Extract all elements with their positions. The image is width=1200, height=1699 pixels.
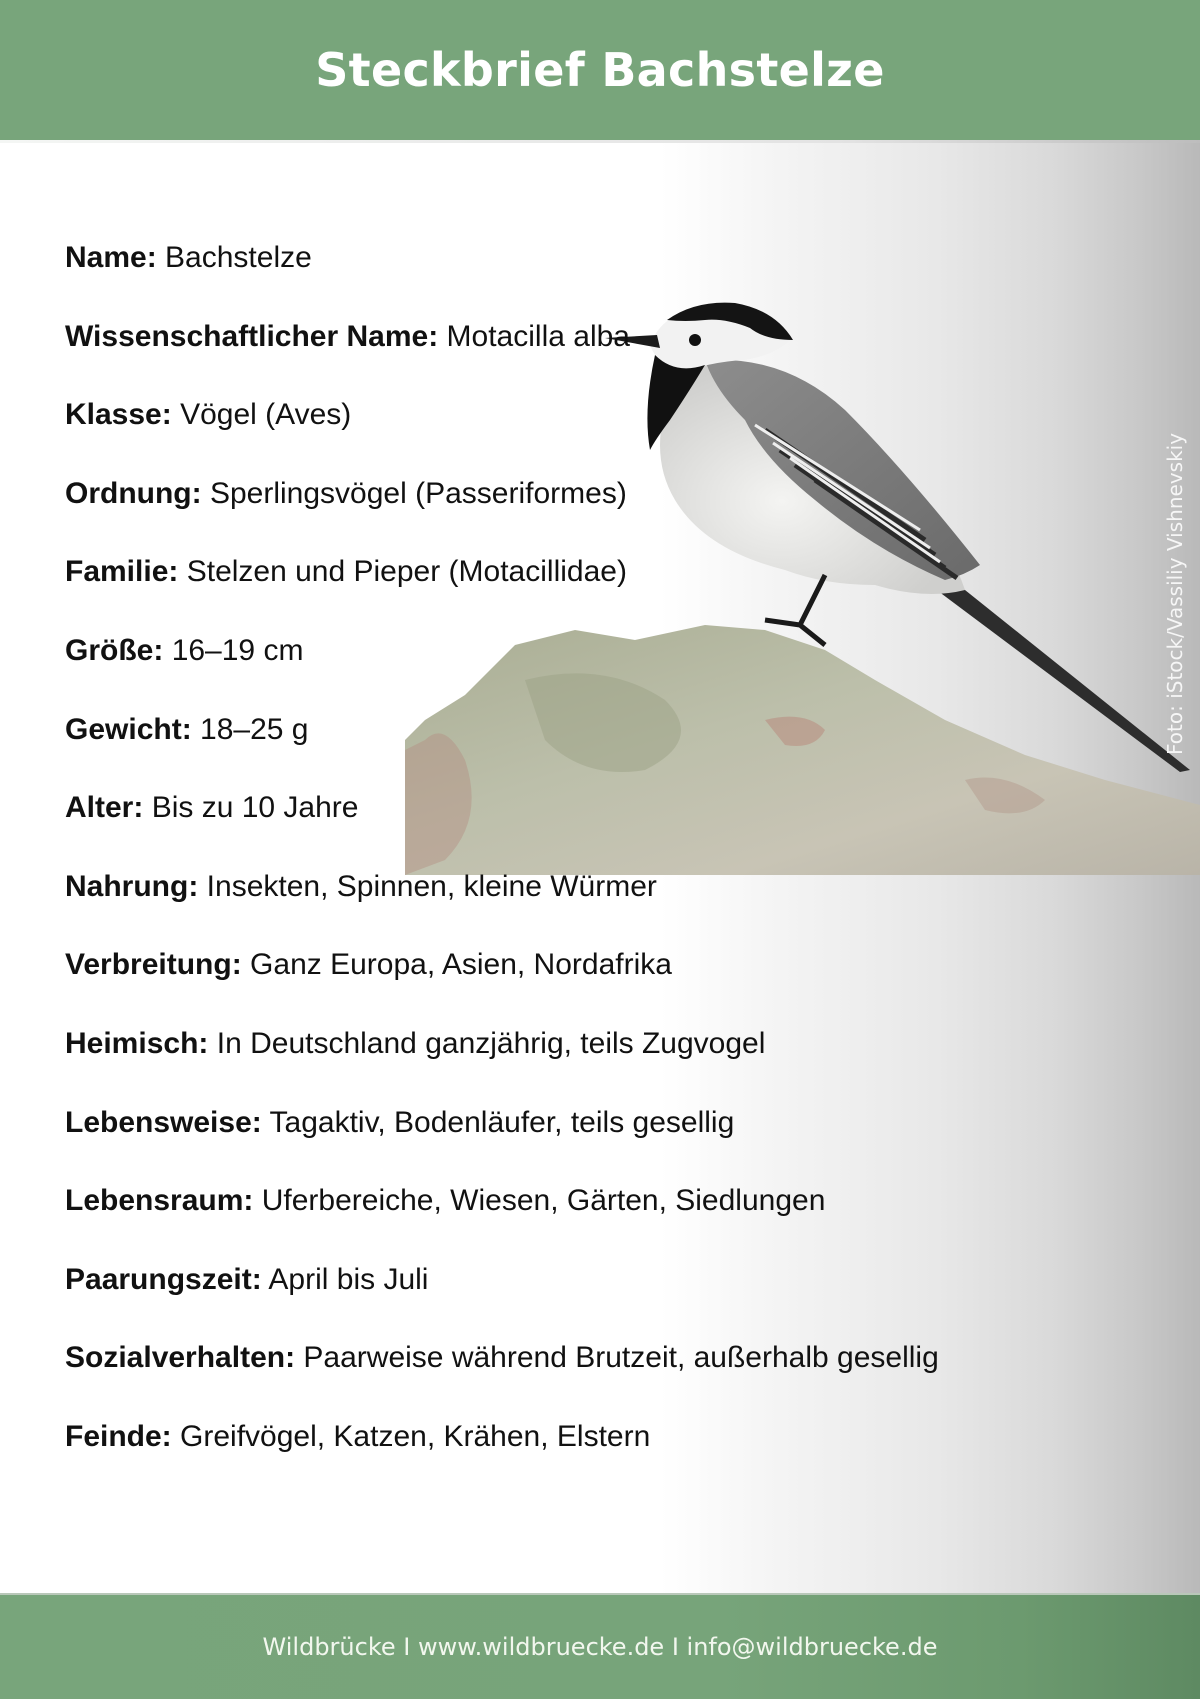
photo-credit: Foto: iStock/Vassiliy Vishnevskiy [1163, 432, 1187, 755]
page-title: Steckbrief Bachstelze [315, 43, 885, 97]
fact-scientific-name [65, 315, 1065, 394]
page-header [0, 0, 1200, 140]
fact-social-behavior [65, 1336, 1065, 1415]
fact-value: April bis Juli [268, 1262, 429, 1296]
fact-label: Verbreitung: [65, 948, 242, 982]
fact-size [65, 629, 1065, 708]
footer-contact: Wildbrücke I www.wildbruecke.de I info@wildbruecke.de [262, 1633, 938, 1661]
fact-age [65, 786, 1065, 865]
fact-label: Paarungszeit: [65, 1262, 262, 1296]
fact-value: Bis zu 10 Jahre [151, 791, 359, 825]
fact-value: Motacilla alba [446, 319, 630, 353]
fact-value: Ganz Europa, Asien, Nordafrika [250, 948, 672, 982]
fact-name [65, 236, 1065, 315]
fact-lifestyle [65, 1101, 1065, 1180]
fact-label: Gewicht: [65, 712, 192, 746]
fact-label: Lebensraum: [65, 1184, 254, 1218]
fact-value: Stelzen und Pieper (Motacillidae) [186, 555, 627, 589]
fact-class [65, 393, 1065, 472]
fact-value: Bachstelze [165, 241, 312, 274]
fact-native [65, 1022, 1065, 1101]
fact-value: Greifvögel, Katzen, Krähen, Elstern [180, 1419, 651, 1453]
facts-list [65, 236, 1065, 1494]
fact-label: Lebensweise: [65, 1105, 262, 1139]
fact-label: Nahrung: [65, 869, 199, 903]
fact-label: Sozialverhalten: [65, 1341, 296, 1375]
fact-value: 18–25 g [200, 712, 309, 746]
page-footer [0, 1593, 1200, 1699]
fact-value: Tagaktiv, Bodenläufer, teils gesellig [269, 1105, 735, 1139]
fact-label: Ordnung: [65, 476, 202, 510]
fact-family [65, 550, 1065, 629]
fact-label: Alter: [65, 791, 144, 825]
fact-label: Name: [65, 241, 157, 274]
fact-distribution [65, 943, 1065, 1022]
fact-value: Sperlingsvögel (Passeriformes) [209, 476, 627, 510]
fact-label: Größe: [65, 633, 164, 667]
fact-label: Heimisch: [65, 1026, 209, 1060]
fact-mating-season [65, 1258, 1065, 1337]
fact-label: Familie: [65, 555, 179, 589]
fact-weight [65, 708, 1065, 787]
fact-value: Insekten, Spinnen, kleine Würmer [206, 869, 657, 903]
fact-value: Paarweise während Brutzeit, außerhalb gesellig [303, 1341, 939, 1375]
fact-value: Vögel (Aves) [180, 398, 352, 432]
fact-food [65, 865, 1065, 944]
fact-habitat [65, 1179, 1065, 1258]
fact-value: 16–19 cm [171, 633, 304, 667]
fact-enemies [65, 1415, 1065, 1494]
fact-value: Uferbereiche, Wiesen, Gärten, Siedlungen [261, 1184, 826, 1218]
fact-order [65, 472, 1065, 551]
fact-label: Klasse: [65, 398, 172, 432]
fact-label: Wissenschaftlicher Name: [65, 319, 439, 353]
fact-value: In Deutschland ganzjährig, teils Zugvogel [216, 1026, 766, 1060]
fact-label: Feinde: [65, 1419, 172, 1453]
